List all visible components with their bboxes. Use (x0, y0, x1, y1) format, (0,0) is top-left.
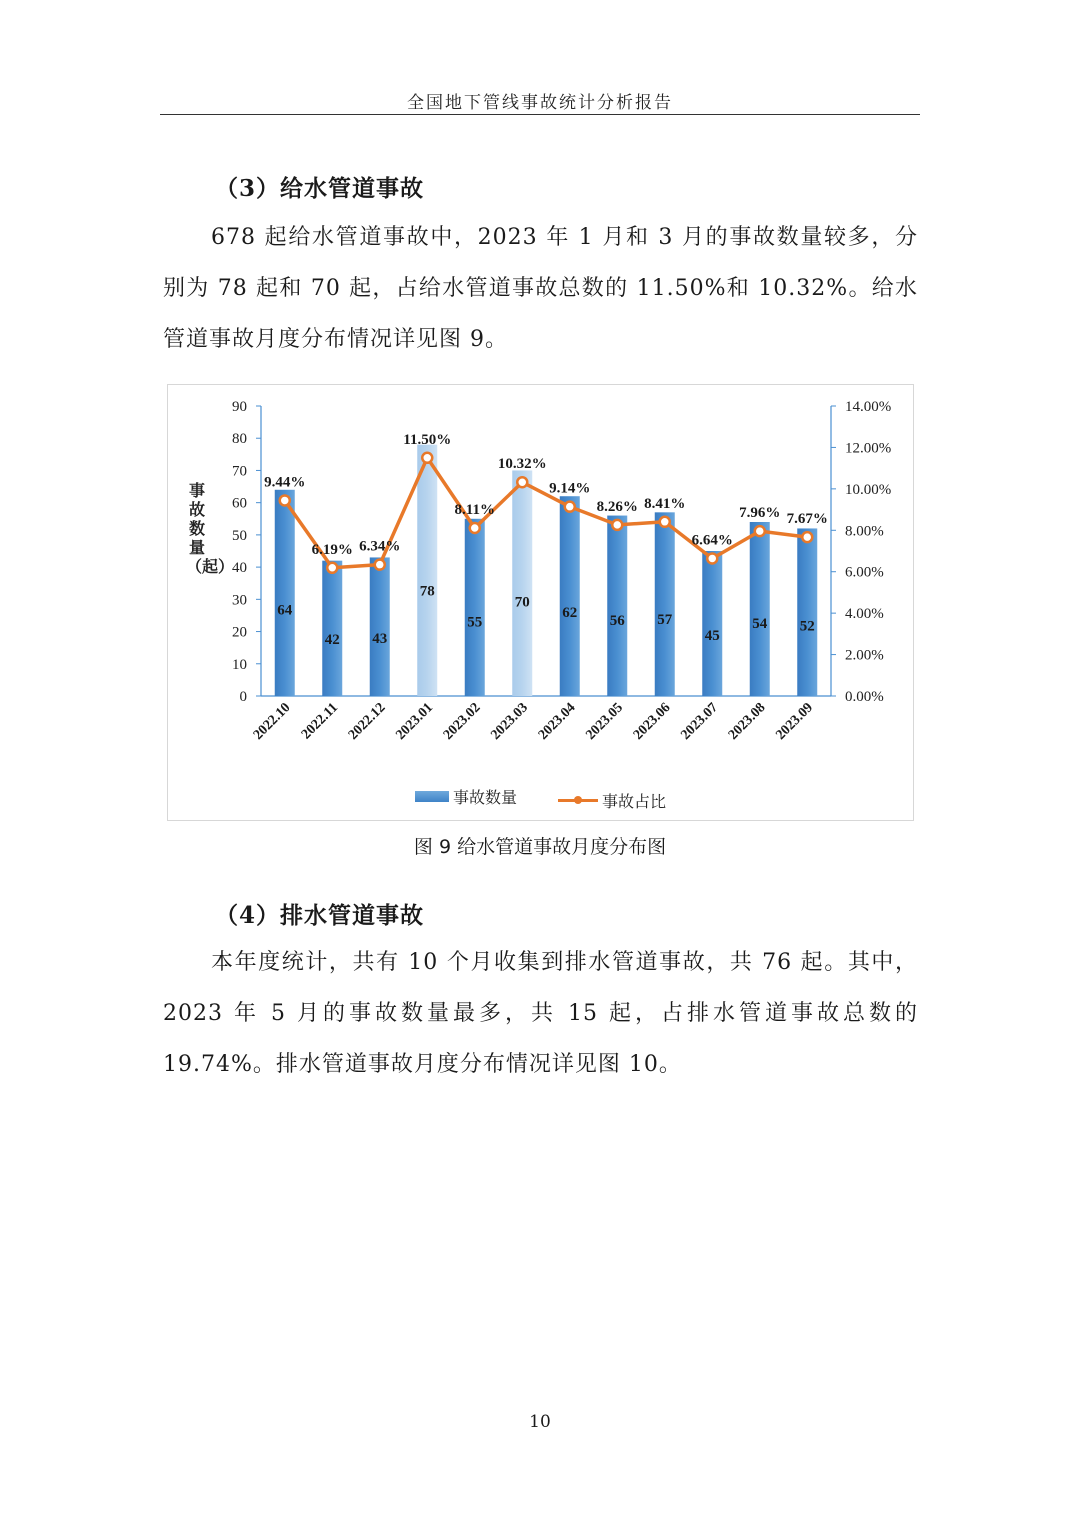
bar (512, 470, 532, 696)
bar-value-label: 52 (799, 618, 815, 635)
x-tick-label: 2023.03 (488, 700, 532, 744)
bar-value-label: 70 (514, 594, 530, 611)
chart-canvas (168, 385, 913, 820)
ratio-value-label: 6.64% (691, 532, 733, 549)
ratio-value-label: 6.19% (311, 541, 353, 558)
bar-value-label: 56 (609, 613, 625, 630)
ratio-value-label: 7.96% (739, 505, 781, 522)
bar (655, 512, 675, 696)
y-tick-label: 40 (232, 560, 247, 577)
bar-value-label: 55 (467, 614, 483, 631)
chart-legend (168, 785, 913, 812)
y2-tick-label: 2.00% (845, 647, 884, 664)
y-tick-label: 10 (232, 656, 247, 673)
bar (275, 490, 295, 696)
ratio-value-label: 10.32% (497, 456, 547, 473)
y-tick-label: 0 (239, 689, 247, 705)
bar-value-label: 42 (324, 632, 340, 649)
bar (607, 516, 627, 696)
y2-tick-label: 6.00% (845, 564, 884, 581)
x-tick-label: 2023.08 (725, 700, 769, 744)
y2-tick-label: 12.00% (845, 440, 892, 457)
legend-label-ratio: 事故占比 (602, 792, 667, 811)
y2-tick-label: 10.00% (845, 481, 892, 498)
ratio-value-label: 11.50% (403, 431, 452, 448)
x-tick-label: 2022.10 (250, 700, 294, 744)
y2-tick-label: 14.00% (845, 399, 892, 415)
bar (560, 496, 580, 696)
ratio-value-label: 8.26% (596, 498, 638, 515)
bar (417, 445, 437, 696)
y-tick-label: 30 (232, 592, 247, 609)
ratio-point (612, 520, 622, 530)
x-tick-label: 2023.04 (535, 700, 579, 744)
running-header: 全国地下管线事故统计分析报告 (160, 88, 920, 115)
bar (370, 557, 390, 696)
y-tick-label: 20 (232, 624, 247, 641)
ratio-point (280, 495, 290, 505)
ratio-value-label: 9.14% (549, 480, 591, 497)
y-axis-label: 事故数量（起） (186, 481, 235, 576)
y-tick-label: 50 (232, 527, 247, 544)
legend-item-count (415, 785, 517, 808)
x-tick-label: 2023.01 (393, 700, 437, 744)
ratio-point (802, 532, 812, 542)
section-heading-water-supply: （3）给水管道事故 (215, 175, 425, 202)
ratio-point (375, 560, 385, 570)
y-tick-label: 90 (232, 399, 247, 415)
y-tick-label: 80 (232, 431, 247, 448)
y-tick-label: 70 (232, 463, 247, 480)
figure-caption: 图 9 给水管道事故月度分布图 (413, 836, 667, 858)
y2-tick-label: 4.00% (845, 606, 884, 623)
ratio-point (422, 453, 432, 463)
x-tick-label: 2023.09 (773, 700, 817, 744)
legend-item-ratio (558, 789, 666, 812)
y2-tick-label: 8.00% (845, 523, 884, 540)
ratio-point (755, 526, 765, 536)
legend-bar-swatch (415, 791, 449, 802)
bar (750, 522, 770, 696)
ratio-value-label: 7.67% (786, 511, 828, 528)
x-tick-label: 2023.05 (583, 700, 627, 744)
ratio-point (565, 502, 575, 512)
bar-value-label: 78 (419, 583, 435, 600)
ratio-point (517, 477, 527, 487)
bar-value-label: 57 (657, 611, 673, 628)
ratio-value-label: 8.11% (454, 502, 495, 519)
bar-value-label: 62 (562, 605, 578, 622)
bar (702, 551, 722, 696)
water-supply-chart (167, 384, 914, 821)
bar (322, 561, 342, 696)
drainage-paragraph: 本年度统计，共有 10 个月收集到排水管道事故，共 76 起。其中，2023 年 5 月的事故数量最多，共 15 起，占排水管道事故总数的 19.74%。排水管道事故月度分布情况详见图 10。 (163, 950, 918, 1077)
y2-tick-label: 0.00% (845, 689, 884, 705)
ratio-point (470, 523, 480, 533)
bar (797, 528, 817, 696)
x-tick-label: 2023.06 (630, 700, 674, 744)
x-tick-label: 2023.07 (678, 700, 722, 744)
page-number: 10 (529, 1412, 551, 1432)
ratio-value-label: 9.44% (264, 474, 306, 491)
ratio-value-label: 8.41% (644, 495, 686, 512)
section-heading-drainage: （4）排水管道事故 (215, 902, 425, 929)
x-tick-label: 2023.02 (440, 700, 484, 744)
ratio-point (327, 563, 337, 573)
legend-label-count: 事故数量 (452, 788, 517, 807)
bar-value-label: 64 (277, 602, 293, 619)
bar-value-label: 45 (704, 628, 720, 645)
bar-value-label: 54 (752, 615, 768, 632)
x-tick-label: 2022.11 (298, 700, 342, 743)
ratio-point (660, 517, 670, 527)
water-supply-paragraph: 678 起给水管道事故中，2023 年 1 月和 3 月的事故数量较多，分别为 78 起和 70 起，占给水管道事故总数的 11.50%和 10.32%。给水管道事故月度分布情况详见图 9。 (163, 225, 918, 352)
legend-line-swatch (558, 799, 598, 802)
x-tick-label: 2022.12 (345, 700, 389, 744)
ratio-value-label: 6.34% (359, 538, 401, 555)
y-tick-label: 60 (232, 495, 247, 512)
bar (465, 519, 485, 696)
bar-value-label: 43 (372, 630, 388, 647)
ratio-point (707, 553, 717, 563)
